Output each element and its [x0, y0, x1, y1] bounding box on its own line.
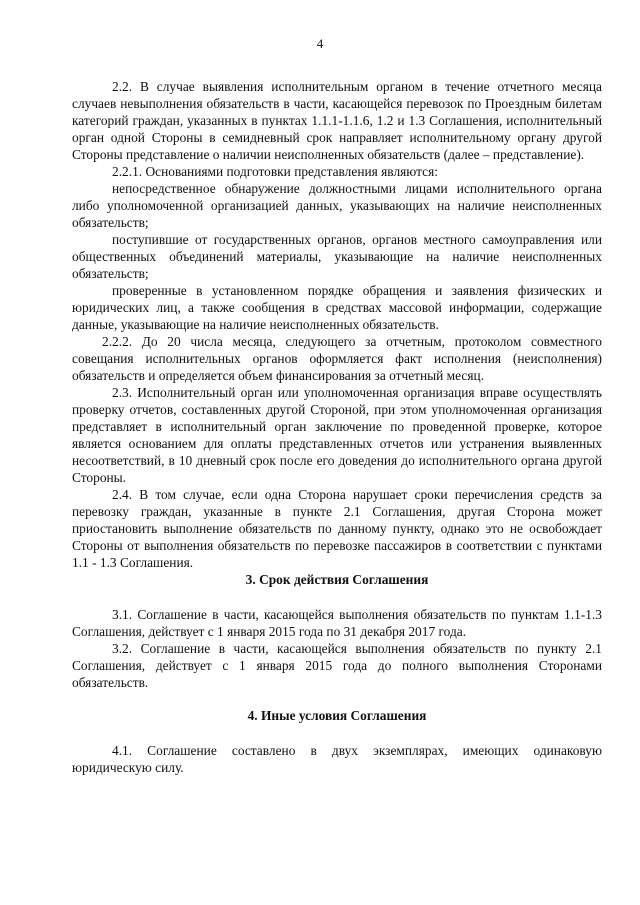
paragraph-2-4: 2.4. В том случае, если одна Сторона нарушает сроки перечисления средств за перевозку граждан, указанные в пункте 2.1 Соглашения, другая Сторона может приостановить выполнение обязательств по данному пункту, однако это не освобождает Стороны от выполнения обязательств по перевозке пассажиров в соответствии с пунктами 1.1 - 1.3 Соглашения. [72, 487, 602, 570]
paragraph-2-2-2: 2.2.2. До 20 числа месяца, следующего за отчетным, протоколом совместного совещания исполнительных органов оформляется факт исполнения (неисполнения) обязательств и определяется объем финансирования за отчетный месяц. [72, 334, 602, 383]
paragraph-2-2-1: 2.2.1. Основаниями подготовки представления являются: [112, 164, 438, 179]
section-4-heading: 4. Иные условия Соглашения [247, 708, 427, 723]
document-body [72, 78, 602, 776]
paragraph-2-3: 2.3. Исполнительный орган или уполномоченная организация вправе осуществлять проверку отчетов, составленных другой Стороной, при этом уполномоченная организация представляет в исполнительный орган заключение по проведенной проверке, которое является основанием для оплаты представленных отчетов или устранения выявленных несоответствий, в 10 дневный срок после его доведения до исполнительного органа другой Стороны. [72, 385, 602, 485]
paragraph-3-1: 3.1. Соглашение в части, касающейся выполнения обязательств по пунктам 1.1-1.3 Соглашения, действует с 1 января 2015 года по 31 декабря 2017 года. [72, 607, 602, 639]
paragraph-2-2-1-item-a: непосредственное обнаружение должностными лицами исполнительного органа либо уполномоченной организацией данных, указывающих на наличие неисполненных обязательств; [72, 181, 602, 230]
paragraph-3-2: 3.2. Соглашение в части, касающейся выполнения обязательств по пункту 2.1 Соглашения, действует с 1 января 2015 года до полного выполнения Сторонами обязательств. [72, 641, 602, 690]
paragraph-2-2: 2.2. В случае выявления исполнительным органом в течение отчетного месяца случаев невыполнения обязательств в части, касающейся перевозок по Проездным билетам категорий граждан, указанных в пунктах 1.1.1-1.1.6, 1.2 и 1.3 Соглашения, исполнительный орган одной Стороны в семидневный срок направляет исполнительному органу другой Стороны представление о наличии неисполненных обязательств (далее – представление). [72, 79, 602, 162]
paragraph-2-2-1-item-b: поступившие от государственных органов, органов местного самоуправления или общественных объединений материалы, указывающие на наличие неисполненных обязательств; [72, 232, 602, 281]
section-3-heading: 3. Срок действия Соглашения [245, 572, 429, 587]
paragraph-2-2-1-item-c: проверенные в установленном порядке обращения и заявления физических и юридических лиц, а также сообщения в средствах массовой информации, содержащие данные, указывающие на наличие неисполненных обязательств. [72, 283, 602, 332]
page-number: 4 [316, 36, 324, 51]
paragraph-4-1: 4.1. Соглашение составлено в двух экземплярах, имеющих одинаковую юридическую силу. [72, 743, 602, 775]
